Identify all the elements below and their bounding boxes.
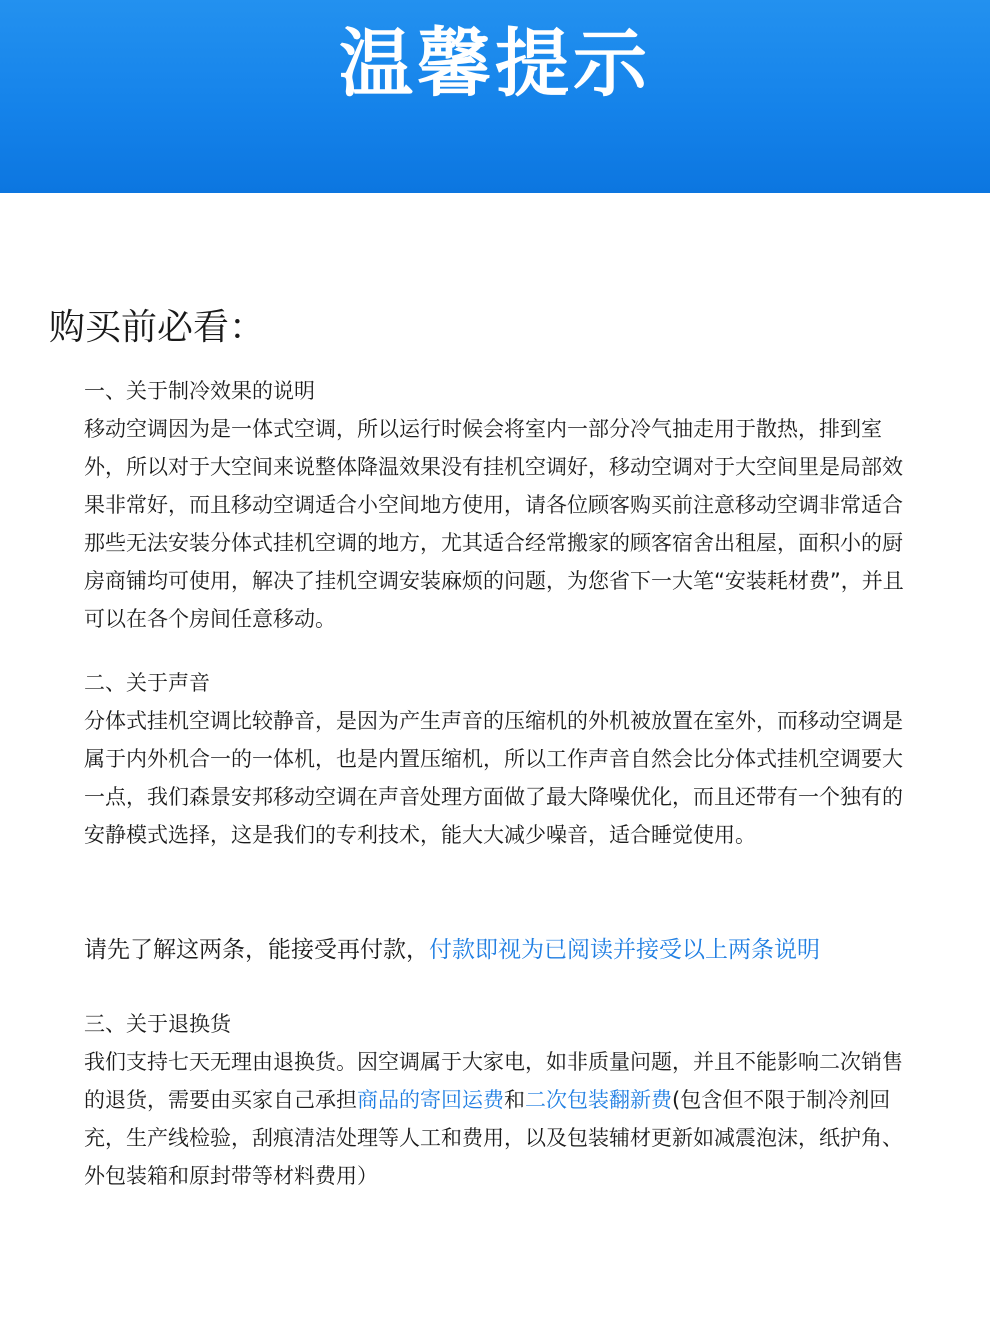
cooling-section-body: 移动空调因为是一体式空调，所以运行时候会将室内一部分冷气抽走用于散热，排到室外，所以对于大空间来说整体降温效果没有挂机空调好，移动空调对于大空间里是局部效果非常好，而且移动空调适合小空间地方使用，请各位顾客购买前注意移动空调非常适合那些无法安装分体式挂机空调的地方，尤其适合经常搬家的顾客宿舍出租屋，面积小的厨房商铺均可使用，解决了挂机空调安装麻烦的问题，为您省下一大笔“安装耗材费”，并且可以在各个房间任意移动。 xyxy=(84,417,904,631)
noise-section-body: 分体式挂机空调比较静音，是因为产生声音的压缩机的外机被放置在室外，而移动空调是属于内外机合一的一体机，也是内置压缩机，所以工作声音自然会比分体式挂机空调要大一点，我们森景安邦移动空调在声音处理方面做了最大降噪优化，而且还带有一个独有的安静模式选择，这是我们的专利技术，能大大减少噪音，适合睡觉使用。 xyxy=(84,709,903,847)
payment-notice xyxy=(84,928,944,972)
payment-notice-prefix: 请先了解这两条，能接受再付款， xyxy=(84,937,429,963)
cooling-section xyxy=(84,372,906,638)
header-banner xyxy=(0,0,990,193)
noise-section-title: 二、关于声音 xyxy=(84,671,210,695)
return-section-body xyxy=(84,1043,906,1195)
page-title: 温馨提示 xyxy=(339,21,651,107)
section-heading: 购买前必看： xyxy=(49,307,266,348)
return-section-title: 三、关于退换货 xyxy=(84,1012,231,1036)
return-body-part1: 我们支持七天无理由退换货。因空调属于大家电，如非质量问题，并且不能影响二次销售的退货，需要由买家自己承担 xyxy=(84,1050,903,1112)
return-section xyxy=(84,1005,906,1195)
return-shipping-fee: 商品的寄回运费 xyxy=(357,1088,504,1112)
return-body-part2: (包含但不限于制冷剂回充，生产线检验，刮痕清洁处理等人工和费用，以及包装辅材更新如减震泡沫，纸护角、外包装箱和原封带等材料费用） xyxy=(84,1088,903,1188)
noise-section xyxy=(84,664,906,854)
payment-notice-highlight: 付款即视为已阅读并接受以上两条说明 xyxy=(429,937,820,963)
return-connector: 和 xyxy=(504,1088,525,1112)
cooling-section-title: 一、关于制冷效果的说明 xyxy=(84,379,315,403)
repackaging-fee: 二次包装翻新费 xyxy=(525,1088,672,1112)
